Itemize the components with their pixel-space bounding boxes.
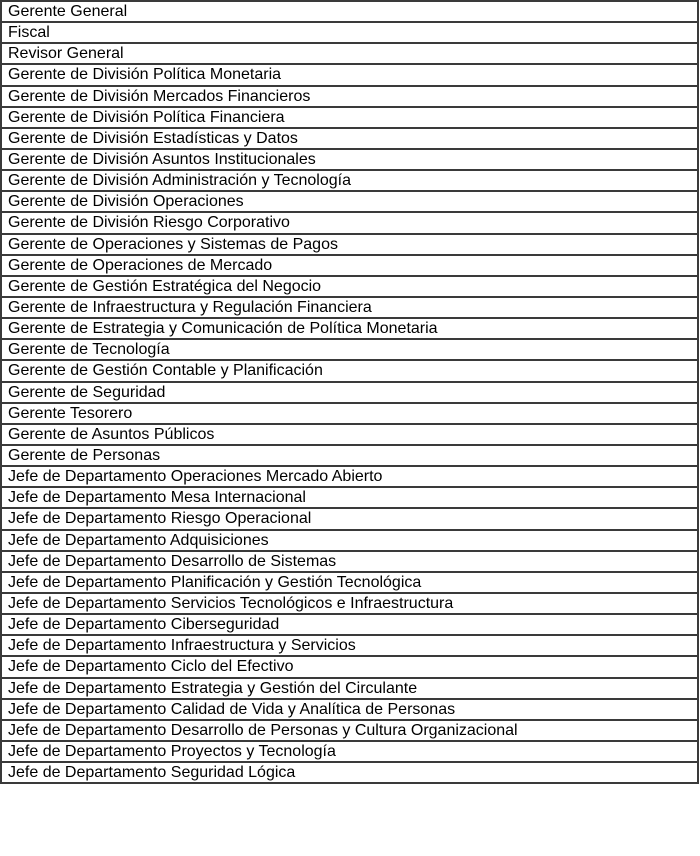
table-row [1,720,698,741]
position-title-cell: Jefe de Departamento Planificación y Gestión Tecnológica [1,572,698,593]
table-row [1,276,698,297]
table-row [1,22,698,43]
table-row [1,360,698,381]
position-title-cell: Jefe de Departamento Desarrollo de Personas y Cultura Organizacional [1,720,698,741]
position-title-cell: Gerente de División Mercados Financieros [1,86,698,107]
table-row [1,508,698,529]
table-row [1,297,698,318]
table-row [1,149,698,170]
table-row [1,86,698,107]
table-row [1,128,698,149]
table-row [1,656,698,677]
position-title-cell: Gerente de Operaciones de Mercado [1,255,698,276]
table-row [1,170,698,191]
position-title-cell: Gerente de Tecnología [1,339,698,360]
table-row [1,1,698,22]
position-title-cell: Gerente de División Política Financiera [1,107,698,128]
table-row [1,699,698,720]
table-row [1,424,698,445]
table-row [1,318,698,339]
position-title-cell: Gerente General [1,1,698,22]
position-title-cell: Jefe de Departamento Calidad de Vida y Analítica de Personas [1,699,698,720]
position-title-cell: Gerente de Personas [1,445,698,466]
table-row [1,741,698,762]
position-title-cell: Gerente Tesorero [1,403,698,424]
table-row [1,255,698,276]
position-title-cell: Gerente de División Estadísticas y Datos [1,128,698,149]
position-title-cell: Jefe de Departamento Seguridad Lógica [1,762,698,783]
position-title-cell: Gerente de División Administración y Tecnología [1,170,698,191]
table-row [1,530,698,551]
position-title-cell: Jefe de Departamento Estrategia y Gestión del Circulante [1,678,698,699]
position-title-cell: Gerente de División Política Monetaria [1,64,698,85]
table-row [1,614,698,635]
positions-table-body [1,1,698,783]
table-row [1,572,698,593]
position-title-cell: Jefe de Departamento Proyectos y Tecnología [1,741,698,762]
table-row [1,593,698,614]
position-title-cell: Jefe de Departamento Desarrollo de Sistemas [1,551,698,572]
position-title-cell: Gerente de Asuntos Públicos [1,424,698,445]
position-title-cell: Gerente de Gestión Contable y Planificación [1,360,698,381]
table-row [1,762,698,783]
position-title-cell: Jefe de Departamento Adquisiciones [1,530,698,551]
position-title-cell: Jefe de Departamento Ciclo del Efectivo [1,656,698,677]
table-row [1,403,698,424]
table-row [1,234,698,255]
position-title-cell: Jefe de Departamento Riesgo Operacional [1,508,698,529]
position-title-cell: Jefe de Departamento Operaciones Mercado Abierto [1,466,698,487]
table-row [1,445,698,466]
position-title-cell: Revisor General [1,43,698,64]
position-title-cell: Gerente de Infraestructura y Regulación Financiera [1,297,698,318]
table-row [1,43,698,64]
table-row [1,212,698,233]
table-row [1,466,698,487]
position-title-cell: Jefe de Departamento Servicios Tecnológicos e Infraestructura [1,593,698,614]
position-title-cell: Gerente de Seguridad [1,382,698,403]
position-title-cell: Jefe de Departamento Mesa Internacional [1,487,698,508]
table-row [1,678,698,699]
table-row [1,635,698,656]
position-title-cell: Jefe de Departamento Ciberseguridad [1,614,698,635]
table-row [1,487,698,508]
position-title-cell: Gerente de División Asuntos Institucionales [1,149,698,170]
position-title-cell: Gerente de Operaciones y Sistemas de Pagos [1,234,698,255]
position-title-cell: Gerente de Gestión Estratégica del Negocio [1,276,698,297]
table-row [1,551,698,572]
position-title-cell: Jefe de Departamento Infraestructura y Servicios [1,635,698,656]
table-row [1,191,698,212]
position-title-cell: Gerente de División Operaciones [1,191,698,212]
table-row [1,339,698,360]
table-row [1,107,698,128]
table-row [1,64,698,85]
position-title-cell: Fiscal [1,22,698,43]
position-title-cell: Gerente de División Riesgo Corporativo [1,212,698,233]
table-row [1,382,698,403]
position-title-cell: Gerente de Estrategia y Comunicación de Política Monetaria [1,318,698,339]
